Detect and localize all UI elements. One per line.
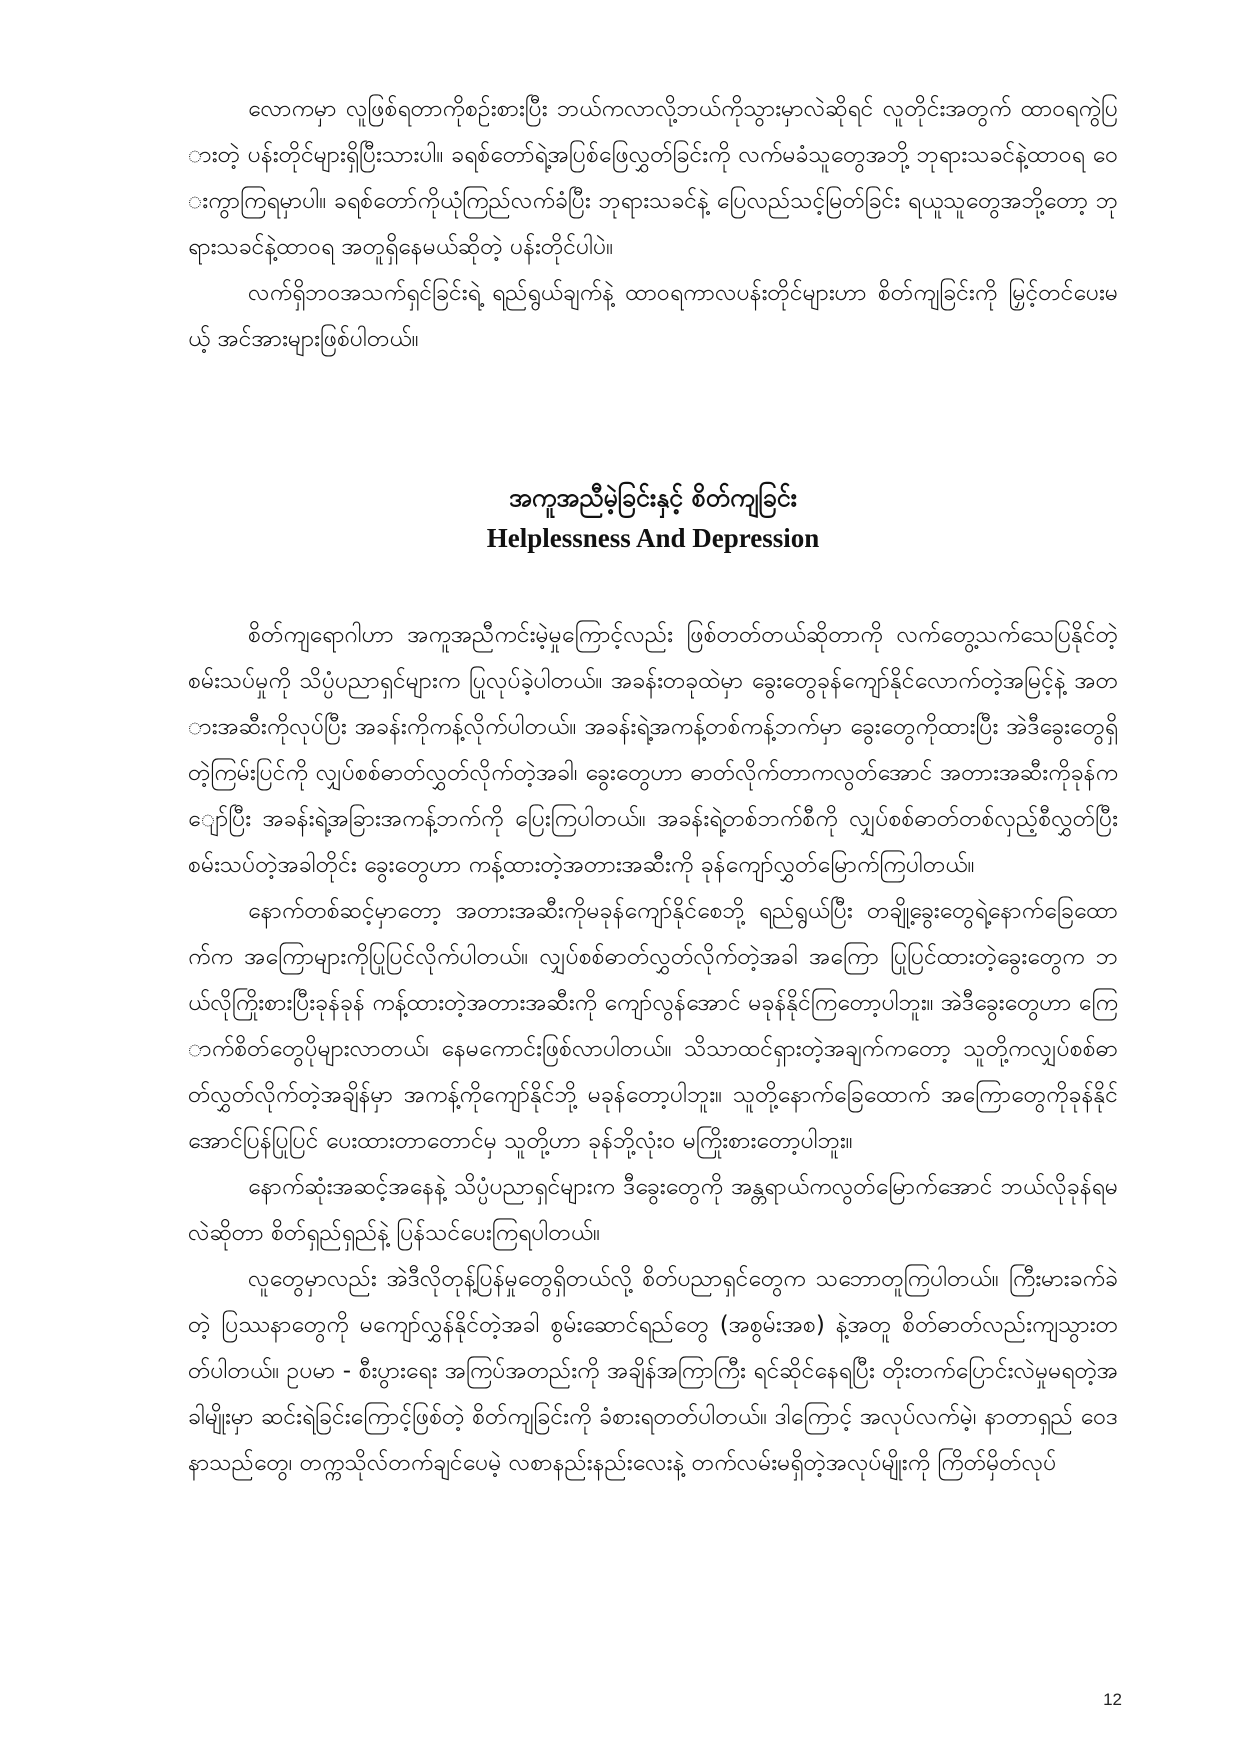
- intro-section: [188, 86, 1118, 362]
- heading-burmese: အကူအညီမဲ့ခြင်းနှင့် စိတ်ကျခြင်း: [508, 483, 798, 512]
- body-paragraph-2: နောက်တစ်ဆင့်မှာတော့ အတားအဆီးကိုမခုန်ကျော်နိုင်စေဘို့ ရည်ရွယ်ပြီး တချို့ခွေးတွေရဲ့နောက်ခြေထောက်က အကြောများကိုပြုပြင်လိုက်ပါတယ်။ လျှပ်စစ်ဓာတ်လွှတ်လိုက်တဲ့အခါ အကြော ပြုပြင်ထားတဲ့ခွေးတွေက ဘယ်လိုကြိုးစားပြီးခုန်ခုန် ကန့်ထားတဲ့အတားအဆီးကို ကျော်လွန်အောင် မခုန်နိုင်ကြတော့ပါဘူး။ အဲဒီခွေးတွေဟာ ကြောက်စိတ်တွေပိုများလာတယ်၊ နေမကောင်းဖြစ်လာပါတယ်။ သိသာထင်ရှားတဲ့အချက်ကတော့ သူတို့ကလျှပ်စစ်ဓာတ်လွှတ်လိုက်တဲ့အချိန်မှာ အကန့်ကိုကျော်နိုင်ဘို့ မခုန်တော့ပါဘူး။ သူတို့နောက်ခြေထောက် အကြောတွေကိုခုန်နိုင်အောင်ပြန်ပြုပြင် ပေးထားတာတောင်မှ သူတို့ဟာ ခုန်ဘို့လုံးဝ မကြိုးစားတော့ပါဘူး။: [188, 898, 1118, 1154]
- body-paragraph-3: နောက်ဆုံးအဆင့်အနေနဲ့ သိပ္ပံပညာရှင်များက ဒီခွေးတွေကို အန္တရာယ်ကလွတ်မြောက်အောင် ဘယ်လိုခုန်ရမလဲဆိုတာ စိတ်ရှည်ရှည်နဲ့ ပြန်သင်ပေးကြရပါတယ်။: [188, 1174, 1118, 1246]
- heading-english: Helplessness And Depression: [486, 523, 820, 553]
- intro-paragraph-2: လက်ရှိဘဝအသက်ရှင်ခြင်းရဲ့ ရည်ရွယ်ချက်နဲ့ ထာဝရကာလပန်းတိုင်များဟာ စိတ်ကျခြင်းကို မြှင့်တင်ပေးမယ့် အင်အားများဖြစ်ပါတယ်။: [188, 280, 1118, 352]
- body-section: [188, 612, 1118, 1486]
- body-paragraph-1: စိတ်ကျရောဂါဟာ အကူအညီကင်းမဲ့မှုကြောင့်လည်း ဖြစ်တတ်တယ်ဆိုတာကို လက်တွေ့သက်သေပြနိုင်တဲ့ စမ်းသပ်မှုကို သိပ္ပံပညာရှင်များက ပြုလုပ်ခဲ့ပါတယ်။ အခန်းတခုထဲမှာ ခွေးတွေခုန်ကျော်နိုင်လောက်တဲ့အမြင့်နဲ့ အတားအဆီးကိုလုပ်ပြီး အခန်းကိုကန့်လိုက်ပါတယ်။ အခန်းရဲ့အကန့်တစ်ကန့်ဘက်မှာ ခွေးတွေကိုထားပြီး အဲဒီခွေးတွေရှိတဲ့ကြမ်းပြင်ကို လျှပ်စစ်ဓာတ်လွှတ်လိုက်တဲ့အခါ၊ ခွေးတွေဟာ ဓာတ်လိုက်တာကလွတ်အောင် အတားအဆီးကိုခုန်ကျော်ပြီး အခန်းရဲ့အခြားအကန့်ဘက်ကို ပြေးကြပါတယ်။ အခန်းရဲ့တစ်ဘက်စီကို လျှပ်စစ်ဓာတ်တစ်လှည့်စီလွှတ်ပြီး စမ်းသပ်တဲ့အခါတိုင်း ခွေးတွေဟာ ကန့်ထားတဲ့အတားအဆီးကို ခုန်ကျော်လွှတ်မြောက်ကြပါတယ်။: [188, 622, 1118, 878]
- body-paragraph-4: လူတွေမှာလည်း အဲဒီလိုတုန့်ပြန်မှုတွေရှိတယ်လို့ စိတ်ပညာရှင်တွေက သဘောတူကြပါတယ်။ ကြီးမားခက်ခဲတဲ့ ပြဿနာတွေကို မကျော်လွှန်နိုင်တဲ့အခါ စွမ်းဆောင်ရည်တွေ (အစွမ်းအစ) နဲ့အတူ စိတ်ဓာတ်လည်းကျသွားတတ်ပါတယ်။ ဥပမာ - စီးပွားရေး အကြပ်အတည်းကို အချိန်အကြာကြီး ရင်ဆိုင်နေရပြီး တိုးတက်ပြောင်းလဲမှုမရတဲ့အခါမျိုးမှာ ဆင်းရဲခြင်းကြောင့်ဖြစ်တဲ့ စိတ်ကျခြင်းကို ခံစားရတတ်ပါတယ်။ ဒါကြောင့် အလုပ်လက်မဲ့၊ နာတာရှည် ဝေဒနာသည်တွေ၊ တက္ကသိုလ်တက်ချင်ပေမဲ့ လစာနည်းနည်းလေးနဲ့ တက်လမ်းမရှိတဲ့အလုပ်မျိုးကို ကြိတ်မှိတ်လုပ်: [188, 1266, 1118, 1476]
- intro-paragraph-1: လောကမှာ လူဖြစ်ရတာကိုစဉ်းစားပြီး ဘယ်ကလာလို့ဘယ်ကိုသွားမှာလဲဆိုရင် လူတိုင်းအတွက် ထာဝရကွဲပြားတဲ့ ပန်းတိုင်များရှိပြီးသားပါ။ ခရစ်တော်ရဲ့အပြစ်ဖြေလွှတ်ခြင်းကို လက်မခံသူတွေအဘို့ ဘုရားသခင်နဲ့ထာဝရ ဝေးကွာကြရမှာပါ။ ခရစ်တော်ကိုယုံကြည်လက်ခံပြီး ဘုရားသခင်နဲ့ ပြေလည်သင့်မြတ်ခြင်း ရယူသူတွေအဘို့တော့ ဘုရားသခင်နဲ့ထာဝရ အတူရှိနေမယ်ဆိုတဲ့ ပန်းတိုင်ပါပဲ။: [188, 96, 1118, 260]
- page-number: 12: [1103, 1690, 1122, 1709]
- section-heading: [188, 478, 1118, 558]
